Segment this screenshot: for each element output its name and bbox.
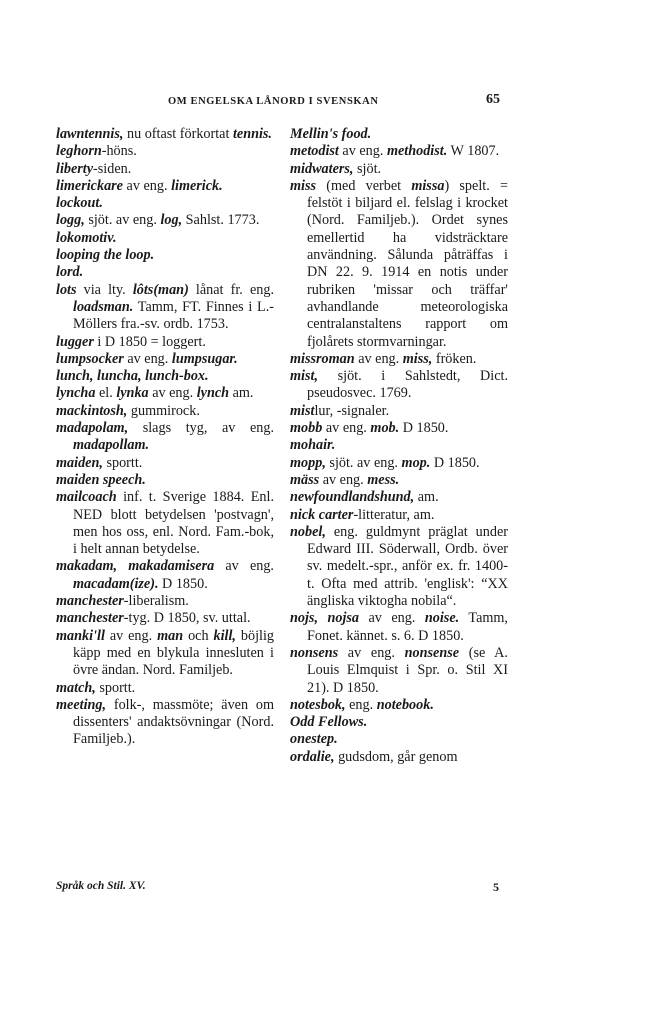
headword: lumpsugar.: [171, 350, 238, 367]
dictionary-entry: [290, 161, 508, 178]
entry-text: eng. guldmynt präglat under Edward III. Söderwall, Ordb. över sv. medelt.-spr., anför ex. fr. 1400-t. Ofta med attrib. 'englisk': “XX ängliska viktogha nobila“.: [307, 523, 508, 610]
entry-text: i D 1850 = loggert.: [93, 333, 206, 350]
dictionary-entry: [56, 593, 274, 610]
headword: match,: [56, 679, 96, 696]
headword: limerick.: [171, 177, 223, 194]
headword: macadam(ize).: [73, 575, 159, 592]
left-column: [56, 126, 274, 749]
entry-text: av eng.: [123, 350, 172, 367]
headword: maiden speech.: [56, 471, 146, 488]
headword: madapolam,: [56, 420, 129, 437]
entry-text: gummirock.: [127, 402, 200, 419]
dictionary-entry: [56, 126, 274, 143]
dictionary-entry: [290, 368, 508, 403]
dictionary-entry: [56, 403, 274, 420]
headword: lugger: [56, 333, 94, 350]
entry-text: -tyg. D 1850, sv. uttal.: [123, 610, 251, 627]
headword: logg,: [56, 212, 85, 229]
headword: methodist.: [386, 143, 448, 160]
dictionary-entry: [56, 628, 274, 680]
entry-text: W 1807.: [447, 143, 500, 160]
dictionary-entry: [56, 680, 274, 697]
headword: missa: [411, 177, 445, 194]
entry-text: -siden.: [93, 160, 132, 177]
dictionary-entry: [290, 178, 508, 351]
entry-text: Tamm, Fonet. kännet. s. 6. D 1850.: [307, 610, 508, 644]
headword: lockout.: [56, 195, 103, 212]
entry-text: D 1850.: [399, 420, 449, 437]
headword: mailcoach: [56, 489, 117, 506]
dictionary-entry: [290, 143, 508, 160]
headword: nobel,: [290, 523, 326, 540]
right-column: [290, 126, 508, 766]
entry-text: el.: [95, 385, 117, 402]
dictionary-entry: [290, 507, 508, 524]
entry-text: (se A. Louis Elmquist i Spr. o. Stil XI 21). D 1850.: [307, 644, 508, 696]
headword: miss,: [402, 350, 433, 367]
entry-text: lur, -signaler.: [314, 402, 390, 419]
entry-text: am.: [229, 385, 254, 402]
entry-text: gudsdom, går genom: [334, 748, 458, 765]
entry-text: folk-, massmöte; även om dissenters' andaktsövningar (Nord. Familjeb.).: [73, 696, 274, 748]
dictionary-entry: [290, 524, 508, 610]
dictionary-entry: [56, 143, 274, 160]
entry-text: lånat fr. eng.: [188, 281, 274, 298]
headword: liberty: [56, 160, 94, 177]
entry-text: av eng.: [359, 610, 425, 627]
dictionary-entry: [290, 420, 508, 437]
headword: limerickare: [56, 177, 123, 194]
headword: mackintosh,: [56, 402, 128, 419]
headword: mist: [290, 402, 315, 419]
dictionary-entry: [290, 351, 508, 368]
dictionary-entry: [56, 178, 274, 195]
entry-text: via lty.: [76, 281, 133, 298]
headword: lynch: [196, 385, 230, 402]
entry-text: -liberalism.: [123, 593, 189, 610]
dictionary-entry: [290, 403, 508, 420]
entry-text: sportt.: [95, 679, 136, 696]
headword: midwaters,: [290, 160, 354, 177]
headword: miss: [290, 177, 317, 194]
headword: manki'll: [56, 627, 105, 644]
entry-text: sportt.: [102, 454, 143, 471]
headword: mobb: [290, 420, 323, 437]
dictionary-entry: [290, 455, 508, 472]
entry-text: sjöt.: [353, 160, 382, 177]
entry-text: av eng.: [354, 350, 403, 367]
dictionary-entry: [56, 385, 274, 402]
headword: lynka: [116, 385, 149, 402]
headword: log,: [160, 212, 183, 229]
dictionary-entry: [56, 195, 274, 212]
headword: nonsense: [404, 644, 460, 661]
entry-text: D 1850.: [158, 575, 208, 592]
entry-text: ) spelt. = felstöt i biljard el. felslag i krocket (Nord. Familjeb.). Ordet synes emellertid ha vidsträcktare användning. Sålunda påträffas i DN 22. 9. 1914 en notis under rubriken 'missar och träffar' avhandlande meteorologiska centralanstaltens rapport om fjolårets stormvarningar.: [307, 177, 508, 350]
dictionary-entry: [56, 472, 274, 489]
dictionary-entry: [290, 731, 508, 748]
entry-text: -höns.: [101, 143, 137, 160]
dictionary-entry: [56, 455, 274, 472]
headword: lumpsocker: [56, 350, 124, 367]
headword: tennis.: [232, 126, 272, 142]
running-head: OM ENGELSKA LÅNORD I SVENSKAN: [168, 96, 379, 107]
dictionary-entry: [56, 247, 274, 264]
page-number: 65: [486, 92, 500, 107]
headword: loadsman.: [73, 298, 134, 315]
entry-text: av eng.: [148, 385, 197, 402]
headword: ordalie,: [290, 748, 335, 765]
headword: makadam, makadamisera: [56, 558, 215, 575]
entry-text: av eng.: [104, 627, 158, 644]
dictionary-entry: [290, 126, 508, 143]
entry-text: och: [183, 627, 214, 644]
journal-footer: Språk och Stil. XV.: [56, 880, 146, 892]
entry-text: av eng.: [122, 177, 172, 194]
headword: Odd Fellows.: [290, 714, 368, 731]
dictionary-entry: [56, 264, 274, 281]
headword: mohair.: [290, 437, 336, 454]
dictionary-entry: [56, 489, 274, 558]
entry-text: böjlig käpp med en blykula innesluten i övre ändan. Nord. Familjeb.: [73, 627, 274, 679]
headword: madapollam.: [73, 437, 150, 454]
dictionary-entry: [56, 420, 274, 455]
headword: lunch, luncha, lunch-box.: [56, 368, 209, 385]
entry-text: eng.: [345, 696, 377, 713]
entry-text: av eng.: [338, 644, 405, 661]
headword: lyncha: [56, 385, 96, 402]
headword: maiden,: [56, 454, 103, 471]
dictionary-entry: [290, 714, 508, 731]
entry-text: (med verbet: [316, 177, 412, 194]
headword: looping the loop.: [56, 247, 155, 264]
headword: lokomotiv.: [56, 229, 117, 246]
entry-text: av eng.: [214, 558, 274, 575]
dictionary-entry: [56, 230, 274, 247]
dictionary-entry: [56, 212, 274, 229]
headword: kill,: [213, 627, 236, 644]
headword: onestep.: [290, 731, 338, 748]
headword: mob.: [370, 420, 400, 437]
entry-text: am.: [414, 489, 439, 506]
headword: nojs, nojsa: [290, 610, 360, 627]
headword: Mellin's food.: [290, 126, 372, 142]
entry-text: Sahlst. 1773.: [182, 212, 260, 229]
entry-text: -litteratur, am.: [353, 506, 435, 523]
dictionary-entry: [56, 161, 274, 178]
headword: noise.: [424, 610, 460, 627]
headword: lôts(man): [132, 281, 189, 298]
entry-text: av eng.: [322, 420, 371, 437]
headword: lord.: [56, 264, 84, 281]
headword: missroman: [290, 350, 355, 367]
headword: notesbok,: [290, 696, 346, 713]
entry-text: slags tyg, av eng.: [128, 420, 274, 437]
dictionary-entry: [290, 645, 508, 697]
dictionary-entry: [56, 368, 274, 385]
headword: man: [157, 627, 184, 644]
headword: lots: [56, 281, 77, 298]
entry-text: inf. t. Sverige 1884. Enl. NED blott betydelsen 'postvagn', men hos oss, enl. Nord. Fam.-bok, i helt annan betydelse.: [73, 489, 274, 558]
dictionary-entry: [56, 351, 274, 368]
headword: notebook.: [376, 696, 434, 713]
entry-text: D 1850.: [430, 454, 480, 471]
headword: mopp,: [290, 454, 326, 471]
entry-text: sjöt. av eng.: [325, 454, 402, 471]
headword: newfoundlandshund,: [290, 489, 415, 506]
headword: mess.: [367, 471, 400, 488]
headword: manchester: [56, 610, 124, 627]
dictionary-entry: [56, 610, 274, 627]
entry-text: fröken.: [432, 350, 477, 367]
dictionary-entry: [290, 610, 508, 645]
entry-text: av eng.: [319, 471, 368, 488]
signature-mark: 5: [493, 880, 499, 894]
dictionary-entry: [56, 697, 274, 749]
headword: lawntennis,: [56, 126, 124, 142]
headword: meeting,: [56, 696, 107, 713]
entry-text: av eng.: [338, 143, 387, 160]
entry-text: sjöt. i Sahlstedt, Dict. pseudosvec. 1769.: [307, 368, 508, 402]
headword: manchester: [56, 593, 124, 610]
dictionary-entry: [56, 334, 274, 351]
entry-text: nu oftast förkortat: [123, 126, 233, 142]
headword: metodist: [290, 143, 339, 160]
dictionary-entry: [56, 282, 274, 334]
dictionary-entry: [290, 489, 508, 506]
headword: mäss: [290, 471, 320, 488]
dictionary-entry: [290, 749, 508, 766]
headword: mop.: [401, 454, 431, 471]
dictionary-entry: [290, 437, 508, 454]
headword: nonsens: [290, 644, 339, 661]
headword: nick carter: [290, 506, 354, 523]
headword: leghorn: [56, 143, 102, 160]
dictionary-entry: [290, 697, 508, 714]
entry-text: Tamm, FT. Finnes i L.-Möllers fra.-sv. ordb. 1753.: [73, 298, 274, 333]
headword: mist,: [290, 368, 318, 385]
dictionary-entry: [290, 472, 508, 489]
entry-text: sjöt. av eng.: [84, 212, 161, 229]
dictionary-entry: [56, 558, 274, 593]
